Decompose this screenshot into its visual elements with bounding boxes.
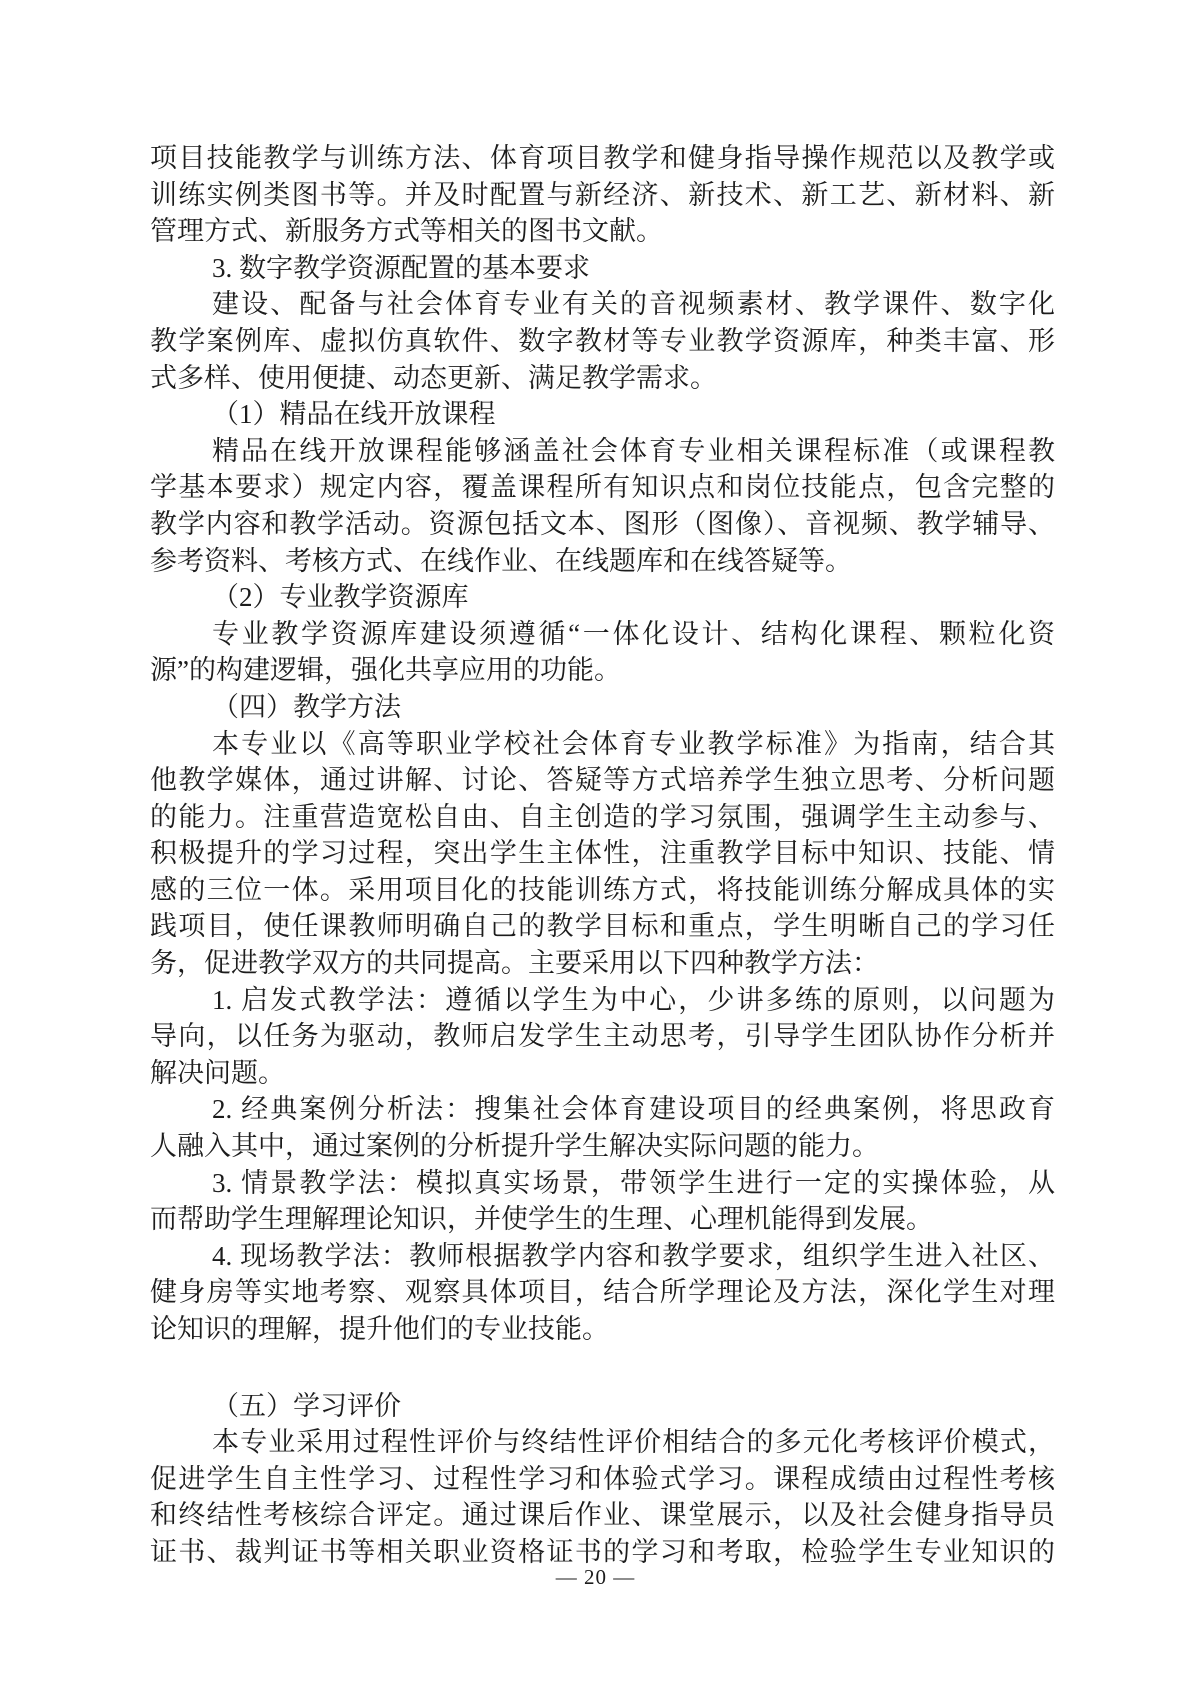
text-line-29: 3. 情景教学法：模拟真实场景，带领学生进行一定的实操体验，从: [212, 1167, 1055, 1198]
text-line-37: 和终结性考核综合评定。通过课后作业、课堂展示，以及社会健身指导员: [150, 1500, 1055, 1531]
text-line-23: 务，促进教学双方的共同提高。主要采用以下四种教学方法：: [150, 948, 879, 979]
text-line-28: 人融入其中，通过案例的分析提升学生解决实际问题的能力。: [150, 1131, 879, 1162]
text-line-13: （2）专业教学资源库: [212, 582, 469, 613]
text-line-16: （四）教学方法: [212, 691, 401, 722]
text-line-25: 导向，以任务为驱动，教师启发学生主动思考，引导学生团队协作分析并: [150, 1021, 1055, 1052]
text-line-8: （1）精品在线开放课程: [212, 399, 496, 430]
text-line-2: 训练实例类图书等。并及时配置与新经济、新技术、新工艺、新材料、新: [150, 179, 1055, 210]
text-line-33: 论知识的理解，提升他们的专业技能。: [150, 1314, 609, 1344]
text-line-7: 式多样、使用便捷、动态更新、满足教学需求。: [150, 362, 717, 393]
text-line-3: 管理方式、新服务方式等相关的图书文献。: [150, 216, 663, 247]
text-line-14: 专业教学资源库建设须遵循“一体化设计、结构化课程、颗粒化资: [212, 618, 1055, 649]
text-line-30: 而帮助学生理解理论知识，并使学生的生理、心理机能得到发展。: [150, 1204, 933, 1235]
text-line-32: 健身房等实地考察、观察具体项目，结合所学理论及方法，深化学生对理: [150, 1277, 1055, 1308]
text-line-22: 践项目，使任课教师明确自己的教学目标和重点，学生明晰自己的学习任: [150, 911, 1055, 942]
page-footer: [0, 1562, 1191, 1592]
text-line-9: 精品在线开放课程能够涵盖社会体育专业相关课程标准（或课程教: [212, 435, 1055, 466]
text-line-17: 本专业以《高等职业学校社会体育专业教学标准》为指南，结合其: [212, 728, 1055, 759]
text-line-21: 感的三位一体。采用项目化的技能训练方式，将技能训练分解成具体的实: [150, 874, 1055, 905]
text-line-26: 解决问题。: [150, 1057, 285, 1088]
text-line-6: 教学案例库、虚拟仿真软件、数字教材等专业教学资源库，种类丰富、形: [150, 325, 1055, 356]
text-line-35: 本专业采用过程性评价与终结性评价相结合的多元化考核评价模式，: [212, 1427, 1055, 1458]
text-line-12: 参考资料、考核方式、在线作业、在线题库和在线答疑等。: [150, 545, 852, 576]
text-line-38: 证书、裁判证书等相关职业资格证书的学习和考取，检验学生专业知识的: [150, 1536, 1055, 1567]
text-line-1: 项目技能教学与训练方法、体育项目教学和健身指导操作规范以及教学或: [150, 143, 1055, 173]
document-body: [150, 140, 1055, 1571]
text-line-10: 学基本要求）规定内容，覆盖课程所有知识点和岗位技能点，包含完整的: [150, 472, 1055, 503]
text-line-31: 4. 现场教学法：教师根据教学内容和教学要求，组织学生进入社区、: [212, 1240, 1055, 1271]
text-line-18: 他教学媒体，通过讲解、讨论、答疑等方式培养学生独立思考、分析问题: [150, 765, 1055, 796]
text-line-5: 建设、配备与社会体育专业有关的音视频素材、教学课件、数字化: [212, 289, 1055, 320]
text-line-27: 2. 经典案例分析法：搜集社会体育建设项目的经典案例，将思政育: [212, 1094, 1055, 1125]
text-line-34: （五）学习评价: [212, 1390, 401, 1421]
page-number: — 20 —: [555, 1565, 636, 1589]
text-line-24: 1. 启发式教学法：遵循以学生为中心，少讲多练的原则，以问题为: [212, 984, 1055, 1015]
text-line-19: 的能力。注重营造宽松自由、自主创造的学习氛围，强调学生主动参与、: [150, 801, 1055, 832]
text-line-36: 促进学生自主性学习、过程性学习和体验式学习。课程成绩由过程性考核: [150, 1463, 1055, 1494]
text-line-15: 源”的构建逻辑，强化共享应用的功能。: [150, 655, 621, 686]
text-line-11: 教学内容和教学活动。资源包括文本、图形（图像）、音视频、教学辅导、: [150, 508, 1055, 539]
text-line-20: 积极提升的学习过程，突出学生主体性，注重教学目标中知识、技能、情: [150, 838, 1055, 869]
text-line-4: 3. 数字教学资源配置的基本要求: [212, 252, 590, 283]
